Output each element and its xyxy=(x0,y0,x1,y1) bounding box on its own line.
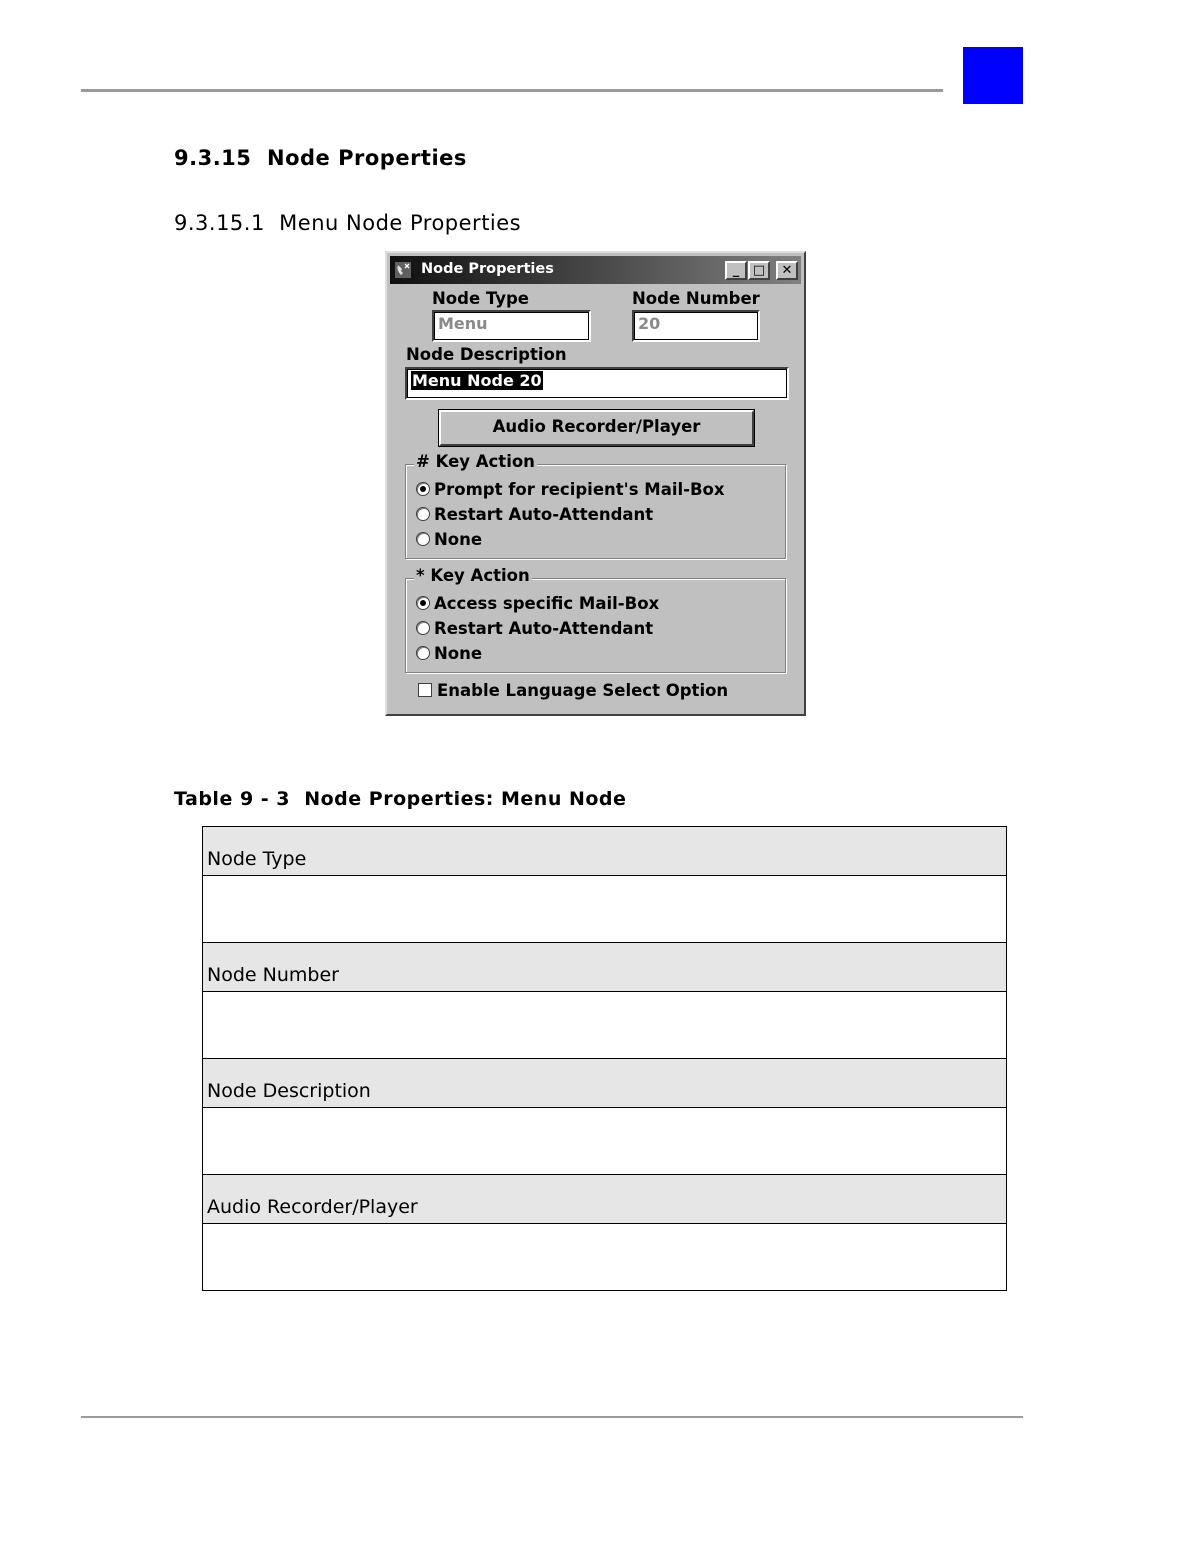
hash-key-action-label: # Key Action xyxy=(416,452,535,471)
hash-key-action-group xyxy=(405,452,786,559)
node-type-field[interactable]: Menu xyxy=(432,310,591,342)
telephone-app-icon xyxy=(394,261,412,279)
dialog-titlebar[interactable] xyxy=(390,256,801,284)
node-number-field[interactable]: 20 xyxy=(632,310,760,342)
section-title: 9.3.15 Node Properties xyxy=(174,146,467,170)
star-option-none[interactable]: None xyxy=(416,644,482,663)
table-row-header-node-number: Node Number xyxy=(203,943,1007,992)
hash-option-prompt-recipient[interactable]: Prompt for recipient's Mail-Box xyxy=(416,480,725,499)
star-key-action-label: * Key Action xyxy=(416,566,530,585)
node-description-label: Node Description xyxy=(406,345,567,364)
star-key-action-group xyxy=(405,566,786,673)
table-row-header-node-type: Node Type xyxy=(203,827,1007,876)
node-description-value: Menu Node 20 xyxy=(412,371,542,390)
star-option-access-mailbox[interactable]: Access specific Mail-Box xyxy=(416,594,659,613)
radio-selected-icon[interactable] xyxy=(416,482,430,496)
node-description-input[interactable] xyxy=(405,367,789,400)
node-number-label: Node Number xyxy=(632,289,760,308)
table-row-body xyxy=(203,1224,1007,1291)
chapter-tab-marker xyxy=(963,47,1023,104)
checkbox-unchecked-icon[interactable] xyxy=(418,683,432,697)
table-row-header-audio-recorder-player: Audio Recorder/Player xyxy=(203,1175,1007,1224)
table-row-header-node-description: Node Description xyxy=(203,1059,1007,1108)
radio-selected-icon[interactable] xyxy=(416,596,430,610)
hash-option-restart-auto-attendant[interactable]: Restart Auto-Attendant xyxy=(416,505,653,524)
dialog-title: Node Properties xyxy=(421,261,554,277)
table-row-body xyxy=(203,992,1007,1059)
minimize-button[interactable]: _ xyxy=(725,261,747,280)
node-properties-dialog xyxy=(385,251,806,716)
subsection-title: 9.3.15.1 Menu Node Properties xyxy=(174,211,522,235)
radio-unselected-icon[interactable] xyxy=(416,621,430,635)
enable-language-select-checkbox[interactable]: Enable Language Select Option xyxy=(418,681,728,700)
footer-rule xyxy=(81,1416,1023,1418)
hash-option-none[interactable]: None xyxy=(416,530,482,549)
table-caption: Table 9 - 3 Node Properties: Menu Node xyxy=(174,788,627,810)
radio-unselected-icon[interactable] xyxy=(416,532,430,546)
star-option-restart-auto-attendant[interactable]: Restart Auto-Attendant xyxy=(416,619,653,638)
header-rule xyxy=(81,89,943,92)
table-row-body xyxy=(203,1108,1007,1175)
radio-unselected-icon[interactable] xyxy=(416,646,430,660)
maximize-button[interactable]: □ xyxy=(748,261,770,280)
node-type-label: Node Type xyxy=(432,289,529,308)
close-button[interactable]: ✕ xyxy=(776,261,798,280)
audio-recorder-player-button[interactable]: Audio Recorder/Player xyxy=(439,410,754,446)
radio-unselected-icon[interactable] xyxy=(416,507,430,521)
node-properties-table xyxy=(202,826,1007,1291)
table-row-body xyxy=(203,876,1007,943)
